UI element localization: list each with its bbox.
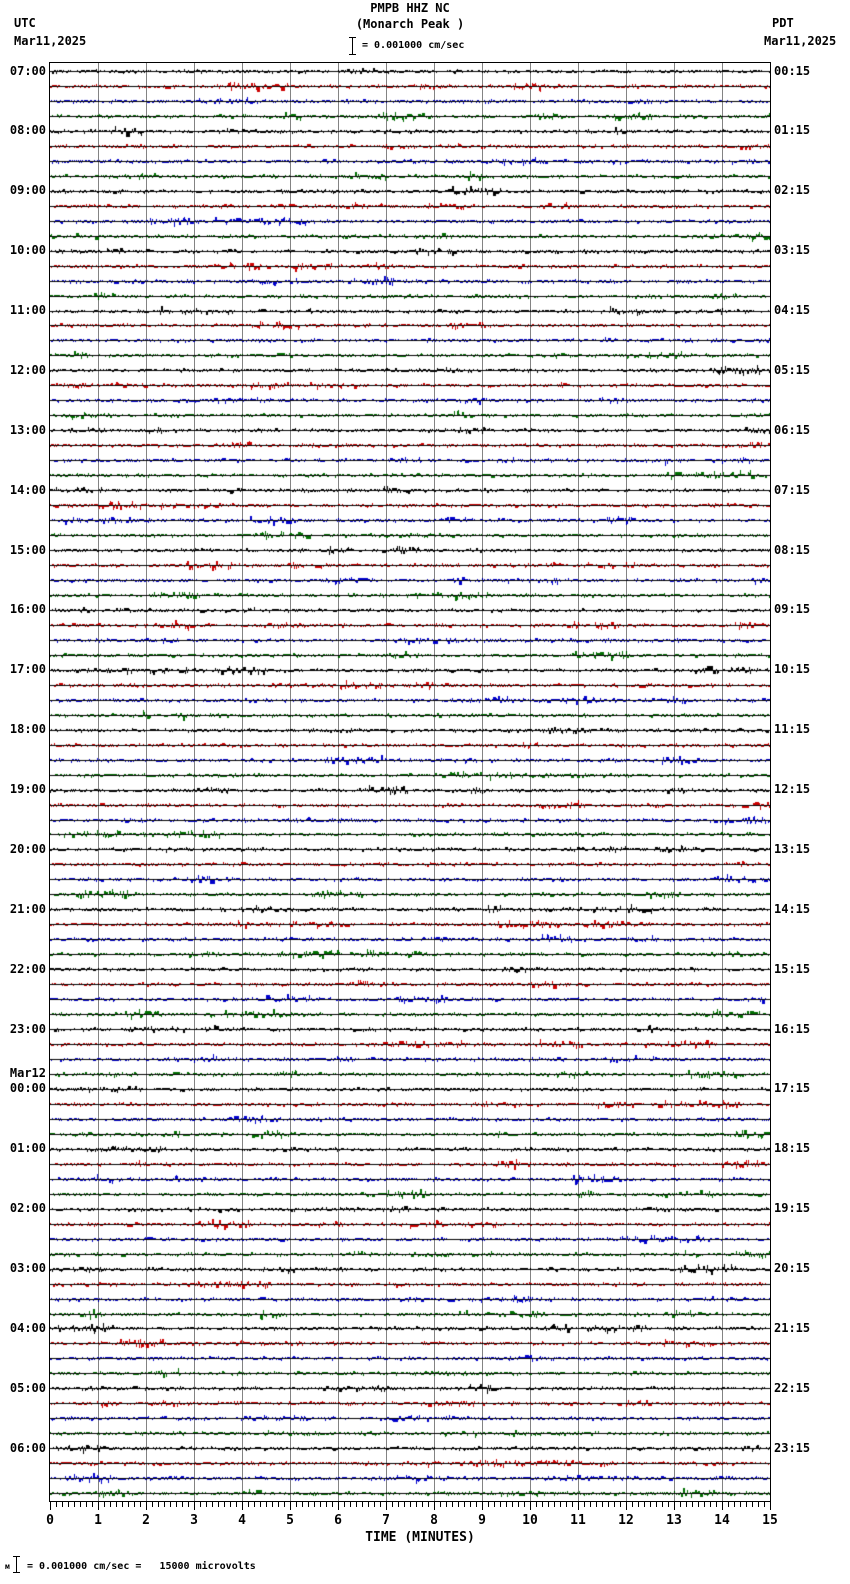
pdt-hour-label: 07:15	[774, 483, 811, 497]
minor-tick	[734, 1502, 735, 1507]
utc-hour-label: 05:00	[9, 1381, 46, 1395]
minor-tick	[356, 1502, 357, 1507]
utc-hour-label: 17:00	[9, 662, 46, 676]
utc-hour-label: 06:00	[9, 1441, 46, 1455]
major-tick	[338, 1502, 339, 1510]
pdt-hour-label: 01:15	[774, 123, 811, 137]
minor-tick	[428, 1502, 429, 1507]
minor-tick	[554, 1502, 555, 1507]
minor-tick	[176, 1502, 177, 1507]
minor-tick	[188, 1502, 189, 1507]
major-tick	[146, 1502, 147, 1510]
pdt-hour-label: 14:15	[774, 902, 811, 916]
minor-tick	[212, 1502, 213, 1507]
minor-tick	[512, 1502, 513, 1507]
pdt-hour-label: 21:15	[774, 1321, 811, 1335]
minute-label: 9	[478, 1513, 486, 1528]
utc-hour-label: 16:00	[9, 602, 46, 616]
minor-tick	[650, 1502, 651, 1507]
minor-tick	[692, 1502, 693, 1507]
pdt-hour-label: 08:15	[774, 543, 811, 557]
utc-hour-label: 20:00	[9, 842, 46, 856]
minor-tick	[362, 1502, 363, 1507]
minor-tick	[548, 1502, 549, 1507]
utc-hour-label: 12:00	[9, 363, 46, 377]
minor-tick	[506, 1502, 507, 1507]
scale-label: = 0.001000 cm/sec	[362, 40, 465, 51]
minor-tick	[440, 1502, 441, 1507]
minor-tick	[308, 1502, 309, 1507]
utc-hour-label: 03:00	[9, 1261, 46, 1275]
minor-tick	[710, 1502, 711, 1507]
pdt-hour-label: 22:15	[774, 1381, 811, 1395]
footer-waveform-glyph: м	[5, 1562, 10, 1571]
pdt-hour-label: 06:15	[774, 423, 811, 437]
pdt-hour-label: 18:15	[774, 1141, 811, 1155]
pdt-hour-label: 02:15	[774, 183, 811, 197]
minor-tick	[404, 1502, 405, 1507]
minute-label: 1	[94, 1513, 102, 1528]
minor-tick	[350, 1502, 351, 1507]
minute-label: 13	[666, 1513, 682, 1528]
pdt-hour-label: 04:15	[774, 303, 811, 317]
minor-tick	[122, 1502, 123, 1507]
station-location: (Monarch Peak )	[355, 17, 465, 31]
major-tick	[290, 1502, 291, 1510]
minute-label: 10	[522, 1513, 538, 1528]
pdt-hour-label: 17:15	[774, 1081, 811, 1095]
minor-tick	[656, 1502, 657, 1507]
pdt-hour-label: 03:15	[774, 243, 811, 257]
utc-hour-label: 18:00	[9, 722, 46, 736]
minor-tick	[680, 1502, 681, 1507]
utc-hour-label: 01:00	[9, 1141, 46, 1155]
minor-tick	[668, 1502, 669, 1507]
axis-ticks	[50, 1502, 771, 1512]
minor-tick	[140, 1502, 141, 1507]
minor-tick	[284, 1502, 285, 1507]
minor-tick	[302, 1502, 303, 1507]
major-tick	[242, 1502, 243, 1510]
minor-tick	[278, 1502, 279, 1507]
minor-tick	[524, 1502, 525, 1507]
minor-tick	[686, 1502, 687, 1507]
minute-label: 0	[46, 1513, 54, 1528]
left-date-label: Mar11,2025	[14, 34, 87, 48]
minor-tick	[92, 1502, 93, 1507]
minor-tick	[380, 1502, 381, 1507]
utc-hour-label: 00:00	[9, 1081, 46, 1095]
minor-tick	[110, 1502, 111, 1507]
pdt-hour-label: 00:15	[774, 64, 811, 78]
left-timezone-label: UTC	[14, 16, 36, 30]
minor-tick	[458, 1502, 459, 1507]
minor-tick	[344, 1502, 345, 1507]
minor-tick	[728, 1502, 729, 1507]
minor-tick	[614, 1502, 615, 1507]
major-tick	[50, 1502, 51, 1510]
minor-tick	[638, 1502, 639, 1507]
station-title: PMPB HHZ NC	[370, 1, 450, 15]
minute-label: 12	[618, 1513, 634, 1528]
minor-tick	[716, 1502, 717, 1507]
major-tick	[530, 1502, 531, 1510]
minor-tick	[80, 1502, 81, 1507]
utc-hour-label: 08:00	[9, 123, 46, 137]
minor-tick	[68, 1502, 69, 1507]
minor-tick	[134, 1502, 135, 1507]
minor-tick	[224, 1502, 225, 1507]
minor-tick	[320, 1502, 321, 1507]
utc-hour-label: 19:00	[9, 782, 46, 796]
seismogram-traces	[50, 63, 770, 1501]
minute-label: 15	[762, 1513, 778, 1528]
minor-tick	[644, 1502, 645, 1507]
major-tick	[626, 1502, 627, 1510]
right-date-label: Mar11,2025	[764, 34, 837, 48]
minor-tick	[518, 1502, 519, 1507]
minor-tick	[608, 1502, 609, 1507]
minor-tick	[662, 1502, 663, 1507]
utc-day-break-label: Mar12	[9, 1066, 46, 1080]
pdt-hour-label: 10:15	[774, 662, 811, 676]
minor-tick	[560, 1502, 561, 1507]
utc-hour-label: 04:00	[9, 1321, 46, 1335]
utc-hour-label: 22:00	[9, 962, 46, 976]
minor-tick	[314, 1502, 315, 1507]
minor-tick	[758, 1502, 759, 1507]
minute-label: 5	[286, 1513, 294, 1528]
right-timezone-label: PDT	[772, 16, 794, 30]
minor-tick	[752, 1502, 753, 1507]
minor-tick	[500, 1502, 501, 1507]
minor-tick	[374, 1502, 375, 1507]
major-tick	[482, 1502, 483, 1510]
seismogram-plot-area	[49, 62, 771, 1502]
minor-tick	[452, 1502, 453, 1507]
utc-hour-label: 10:00	[9, 243, 46, 257]
utc-hour-label: 02:00	[9, 1201, 46, 1215]
minor-tick	[116, 1502, 117, 1507]
pdt-hour-label: 11:15	[774, 722, 811, 736]
axis-title: TIME (MINUTES)	[365, 1530, 475, 1545]
utc-hour-label: 13:00	[9, 423, 46, 437]
scale-bar-icon	[349, 37, 356, 55]
utc-hour-label: 09:00	[9, 183, 46, 197]
minor-tick	[128, 1502, 129, 1507]
minor-tick	[464, 1502, 465, 1507]
minor-tick	[56, 1502, 57, 1507]
minor-tick	[704, 1502, 705, 1507]
utc-hour-label: 07:00	[9, 64, 46, 78]
pdt-hour-label: 05:15	[774, 363, 811, 377]
minor-tick	[272, 1502, 273, 1507]
minor-tick	[164, 1502, 165, 1507]
minor-tick	[572, 1502, 573, 1507]
minor-tick	[230, 1502, 231, 1507]
minor-tick	[410, 1502, 411, 1507]
minor-tick	[536, 1502, 537, 1507]
major-tick	[386, 1502, 387, 1510]
utc-hour-label: 21:00	[9, 902, 46, 916]
minor-tick	[470, 1502, 471, 1507]
minor-tick	[170, 1502, 171, 1507]
minor-tick	[698, 1502, 699, 1507]
minor-tick	[236, 1502, 237, 1507]
utc-hour-label: 23:00	[9, 1022, 46, 1036]
minor-tick	[62, 1502, 63, 1507]
minute-label: 14	[714, 1513, 730, 1528]
major-tick	[770, 1502, 771, 1510]
minor-tick	[596, 1502, 597, 1507]
minor-tick	[104, 1502, 105, 1507]
minor-tick	[476, 1502, 477, 1507]
minor-tick	[602, 1502, 603, 1507]
minor-tick	[182, 1502, 183, 1507]
minor-tick	[296, 1502, 297, 1507]
minor-tick	[218, 1502, 219, 1507]
utc-hour-label: 11:00	[9, 303, 46, 317]
minor-tick	[584, 1502, 585, 1507]
minor-tick	[260, 1502, 261, 1507]
minor-tick	[764, 1502, 765, 1507]
minor-tick	[206, 1502, 207, 1507]
minor-tick	[488, 1502, 489, 1507]
minor-tick	[620, 1502, 621, 1507]
footer-scale-equation: = 0.001000 cm/sec = 15000 microvolts	[27, 1561, 256, 1572]
utc-hour-label: 14:00	[9, 483, 46, 497]
minor-tick	[446, 1502, 447, 1507]
minor-tick	[494, 1502, 495, 1507]
minor-tick	[158, 1502, 159, 1507]
major-tick	[674, 1502, 675, 1510]
minute-label: 6	[334, 1513, 342, 1528]
minor-tick	[266, 1502, 267, 1507]
minute-label: 7	[382, 1513, 390, 1528]
major-tick	[194, 1502, 195, 1510]
minor-tick	[590, 1502, 591, 1507]
major-tick	[434, 1502, 435, 1510]
minor-tick	[86, 1502, 87, 1507]
pdt-hour-label: 16:15	[774, 1022, 811, 1036]
minor-tick	[398, 1502, 399, 1507]
minor-tick	[566, 1502, 567, 1507]
minor-tick	[740, 1502, 741, 1507]
minute-label: 4	[238, 1513, 246, 1528]
minor-tick	[746, 1502, 747, 1507]
pdt-hour-label: 15:15	[774, 962, 811, 976]
minor-tick	[422, 1502, 423, 1507]
pdt-hour-label: 19:15	[774, 1201, 811, 1215]
minute-label: 8	[430, 1513, 438, 1528]
pdt-hour-label: 12:15	[774, 782, 811, 796]
minute-label: 3	[190, 1513, 198, 1528]
pdt-hour-label: 23:15	[774, 1441, 811, 1455]
pdt-hour-label: 09:15	[774, 602, 811, 616]
minute-label: 11	[570, 1513, 586, 1528]
utc-hour-label: 15:00	[9, 543, 46, 557]
minor-tick	[254, 1502, 255, 1507]
minor-tick	[368, 1502, 369, 1507]
minor-tick	[632, 1502, 633, 1507]
minute-label: 2	[142, 1513, 150, 1528]
minor-tick	[416, 1502, 417, 1507]
minor-tick	[392, 1502, 393, 1507]
minor-tick	[326, 1502, 327, 1507]
major-tick	[722, 1502, 723, 1510]
pdt-hour-label: 20:15	[774, 1261, 811, 1275]
minor-tick	[542, 1502, 543, 1507]
minor-tick	[332, 1502, 333, 1507]
footer-scale-bar-icon	[13, 1556, 20, 1573]
minor-tick	[200, 1502, 201, 1507]
minor-tick	[74, 1502, 75, 1507]
major-tick	[98, 1502, 99, 1510]
minor-tick	[152, 1502, 153, 1507]
minor-tick	[248, 1502, 249, 1507]
major-tick	[578, 1502, 579, 1510]
pdt-hour-label: 13:15	[774, 842, 811, 856]
